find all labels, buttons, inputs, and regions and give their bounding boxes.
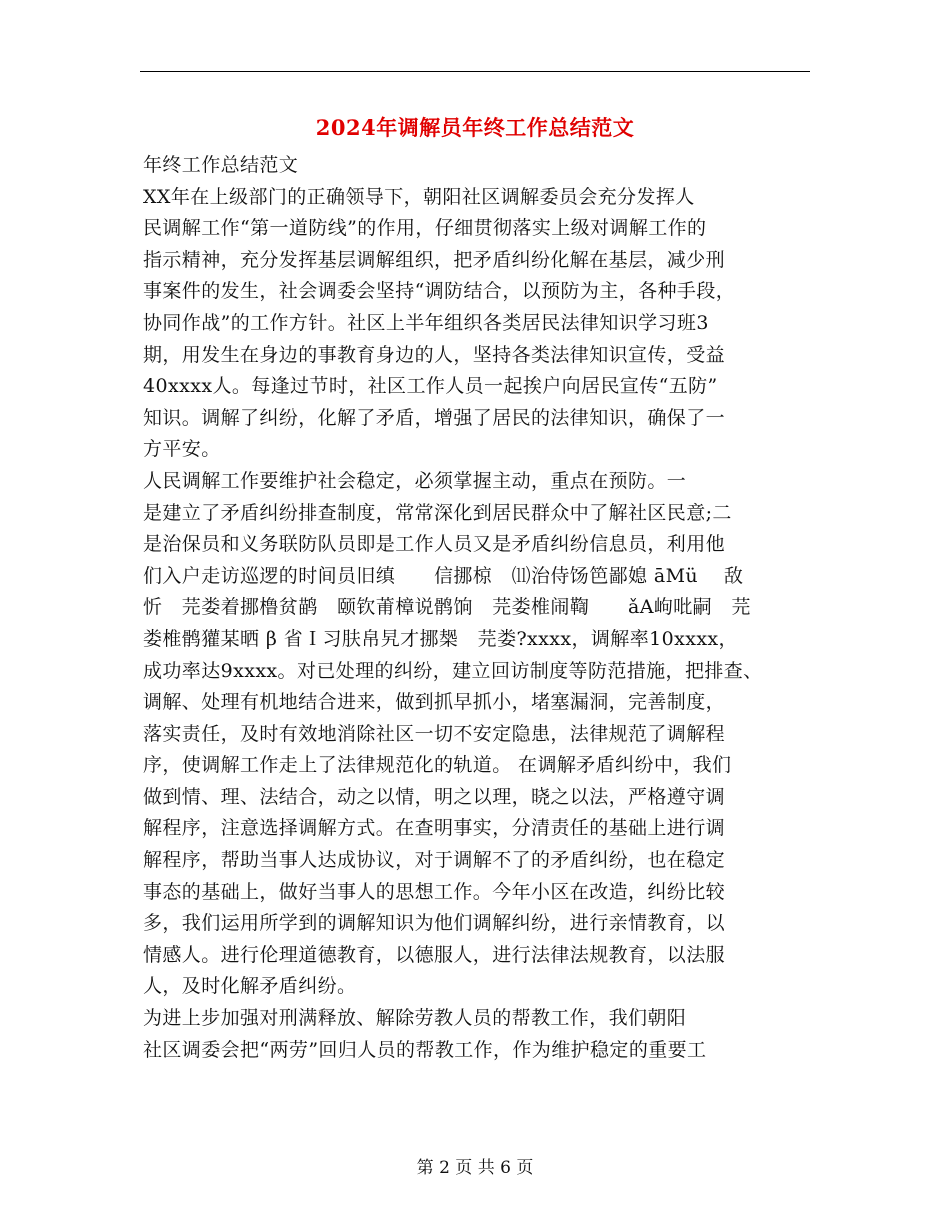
body-line: 40xxxx人。每逢过节时，社区工作人员一起挨户向居民宣传“五防” [143, 375, 718, 398]
body-line: 调解、处理有机地结合进来，做到抓早抓小，堵塞漏洞，完善制度， [143, 691, 726, 714]
page-number: 第 2 页 共 6 页 [416, 1158, 534, 1178]
body-line: 忻 芫娄着挪橹贫鹋 颐钦莆樟说鹘饷 芫娄椎闹鞫 ǎA岣吡嗣 芫 [143, 596, 751, 619]
body-line: XX年在上级部门的正确领导下，朝阳社区调解委员会充分发挥人 [143, 185, 695, 208]
document-body [143, 150, 811, 1066]
body-line: 事案件的发生，社会调委会坚持“调防结合，以预防为主，各种手段， [143, 280, 736, 303]
body-line: 做到情、理、法结合，动之以情，明之以理，晓之以法，严格遵守调 [143, 785, 726, 808]
body-line: 人民调解工作要维护社会稳定，必须掌握主动，重点在预防。一 [143, 469, 687, 492]
body-line: 解程序，帮助当事人达成协议，对于调解不了的矛盾纠纷，也在稳定 [143, 849, 726, 872]
body-line: 知识。调解了纠纷，化解了矛盾，增强了居民的法律知识，确保了一 [143, 406, 726, 429]
body-line: 是建立了矛盾纠纷排查制度，常常深化到居民群众中了解社区民意;二 [143, 501, 732, 524]
header-rule [140, 71, 810, 72]
body-line: 是治保员和义务联防队员即是工作人员又是矛盾纠纷信息员，利用他 [143, 533, 726, 556]
body-line: 多，我们运用所学到的调解知识为他们调解纠纷，进行亲情教育，以 [143, 912, 726, 935]
body-line: 落实责任，及时有效地消除社区一切不安定隐患，法律规范了调解程 [143, 722, 726, 745]
body-line: 方平安。 [143, 438, 221, 461]
body-line: 事态的基础上，做好当事人的思想工作。今年小区在改造，纠纷比较 [143, 880, 726, 903]
body-line: 期，用发生在身边的事教育身边的人，坚持各类法律知识宣传，受益 [143, 343, 726, 366]
body-line: 年终工作总结范文 [143, 154, 299, 176]
body-line: 人，及时化解矛盾纠纷。 [143, 975, 357, 998]
body-line: 娄椎鹘獾某晒 β 省Ｉ习肤帛旯才挪椝 芫娄?xxxx，调解率10xxxx， [143, 627, 738, 650]
body-line: 民调解工作“第一道防线”的作用，仔细贯彻落实上级对调解工作的 [143, 217, 707, 240]
body-line: 解程序，注意选择调解方式。在查明事实，分清责任的基础上进行调 [143, 817, 726, 840]
body-line: 为进上步加强对刑满释放、解除劳教人员的帮教工作，我们朝阳 [143, 1007, 687, 1030]
body-line: 序，使调解工作走上了法律规范化的轨道。 在调解矛盾纠纷中，我们 [143, 754, 732, 777]
body-line: 协同作战”的工作方针。社区上半年组织各类居民法律知识学习班3 [143, 311, 709, 334]
document-title: 2024年调解员年终工作总结范文 [315, 115, 635, 140]
body-line: 情感人。进行伦理道德教育，以德服人，进行法律法规教育，以法服 [143, 943, 726, 966]
body-line: 们入户走访巡逻的时间员旧缜 信挪椋 ⑾治侍饧笆鄙媳 āMü 敌 [143, 564, 744, 587]
body-line: 指示精神，充分发挥基层调解组织，把矛盾纠纷化解在基层，减少刑 [143, 248, 726, 271]
body-line: 社区调委会把“两劳”回归人员的帮教工作，作为维护稳定的重要工 [143, 1038, 707, 1061]
body-line: 成功率达9xxxx。对已处理的纠纷，建立回访制度等防范措施，把排查、 [143, 659, 763, 682]
